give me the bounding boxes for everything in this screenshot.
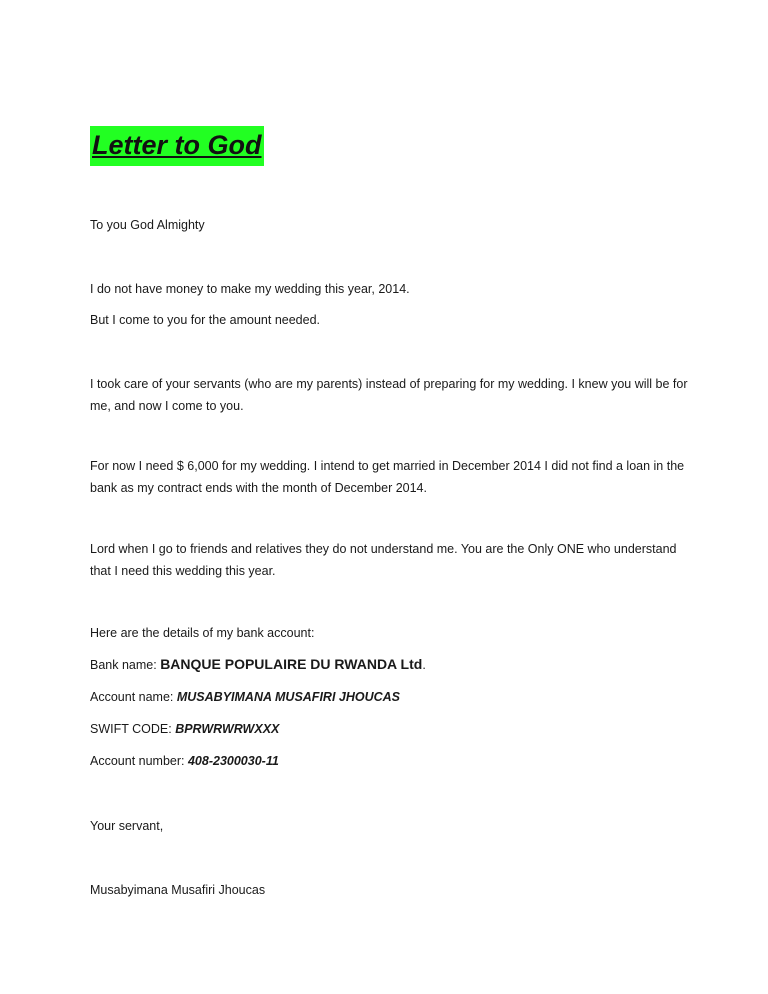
closing: Your servant, bbox=[90, 819, 164, 833]
account-name-value: MUSABYIMANA MUSAFIRI JHOUCAS bbox=[176, 690, 401, 704]
swift-code-label: SWIFT CODE: bbox=[90, 722, 176, 736]
bank-name-line bbox=[90, 653, 426, 676]
bank-name-value: BANQUE POPULAIRE DU RWANDA Ltd bbox=[160, 656, 423, 672]
salutation: To you God Almighty bbox=[90, 218, 205, 232]
bank-name-suffix: . bbox=[422, 658, 426, 672]
account-number-value: 408-2300030-11 bbox=[187, 754, 279, 768]
paragraph-bank-details-intro: Here are the details of my bank account: bbox=[90, 626, 315, 640]
account-name-line bbox=[90, 686, 400, 708]
account-number-line bbox=[90, 750, 279, 772]
paragraph-wedding-amount: For now I need $ 6,000 for my wedding. I intend to get married in December 2014 I did not find a loan in the bank as my contract ends with the month of December 2014. bbox=[90, 459, 685, 495]
paragraph-amount-needed: But I come to you for the amount needed. bbox=[90, 313, 321, 327]
swift-code-value: BPRWRWRWXXX bbox=[175, 722, 280, 736]
account-number-label: Account number: bbox=[90, 754, 188, 768]
paragraph-friends-relatives: Lord when I go to friends and relatives they do not understand me. You are the Only ONE who understand that I need this wedding this year. bbox=[90, 542, 677, 578]
bank-name-label: Bank name: bbox=[90, 658, 161, 672]
signature: Musabyimana Musafiri Jhoucas bbox=[90, 883, 266, 897]
paragraph-no-money: I do not have money to make my wedding this year, 2014. bbox=[90, 282, 410, 296]
letter-title: Letter to God bbox=[90, 126, 264, 166]
swift-code-line bbox=[90, 718, 279, 740]
account-name-label: Account name: bbox=[90, 690, 177, 704]
paragraph-servants: I took care of your servants (who are my parents) instead of preparing for my wedding. I knew you will be for me, and now I come to you. bbox=[90, 377, 688, 413]
